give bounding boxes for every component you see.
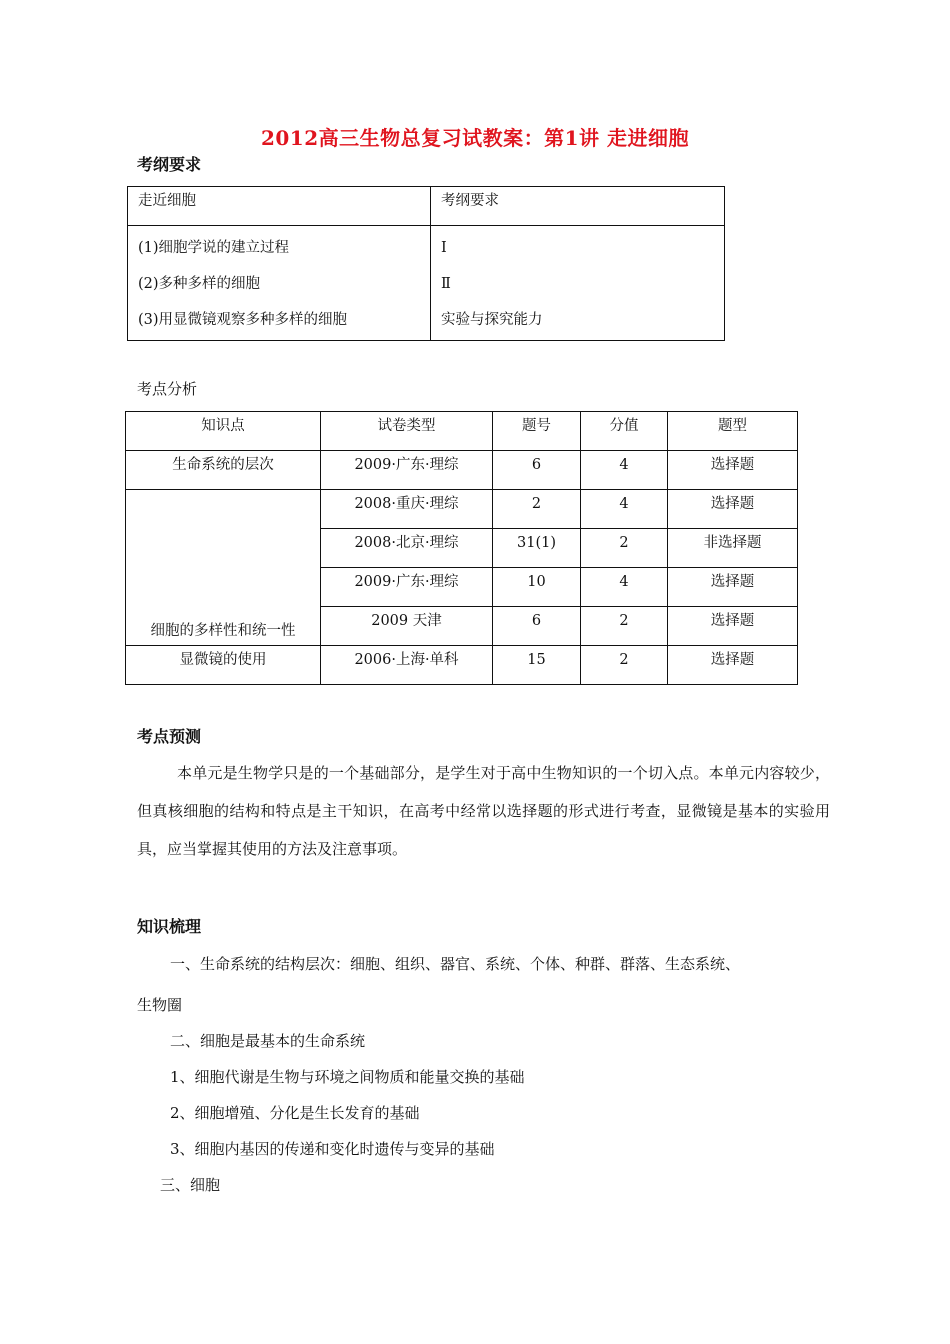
table-row [126, 451, 798, 490]
table-row [128, 226, 725, 341]
analysis-table [125, 411, 798, 685]
header-cell: 考纲要求 [431, 187, 725, 226]
header-cell: 分值 [581, 412, 668, 451]
syllabus-items-cell [128, 226, 431, 341]
syllabus-table [127, 186, 725, 341]
syllabus-level: Ⅰ [441, 240, 447, 256]
knowledge-line: 三、细胞 [160, 1176, 221, 1194]
topic-cell-merged: 细胞的多样性和统一性 [126, 490, 321, 646]
section-heading-syllabus: 考纲要求 [137, 155, 202, 174]
topic-cell: 显微镜的使用 [126, 646, 321, 685]
syllabus-item: (3)用显微镜观察多种多样的细胞 [138, 312, 348, 328]
number-cell: 10 [493, 568, 581, 607]
type-cell: 选择题 [668, 607, 798, 646]
header-cell: 走近细胞 [128, 187, 431, 226]
number-cell: 6 [493, 451, 581, 490]
type-cell: 非选择题 [668, 529, 798, 568]
knowledge-line: 2、细胞增殖、分化是生长发育的基础 [170, 1104, 420, 1122]
table-row [126, 646, 798, 685]
paper-cell: 2008·北京·理综 [321, 529, 493, 568]
syllabus-item: (2)多种多样的细胞 [138, 276, 261, 292]
score-cell: 2 [581, 529, 668, 568]
document-title: 2012高三生物总复习试教案：第1讲 走进细胞 [260, 126, 690, 150]
number-cell: 6 [493, 607, 581, 646]
score-cell: 4 [581, 568, 668, 607]
table-row [126, 490, 798, 529]
section-heading-forecast: 考点预测 [137, 727, 202, 746]
number-cell: 31(1) [493, 529, 581, 568]
header-cell: 知识点 [126, 412, 321, 451]
score-cell: 2 [581, 646, 668, 685]
type-cell: 选择题 [668, 490, 798, 529]
score-cell: 2 [581, 607, 668, 646]
knowledge-line: 生物圈 [137, 996, 183, 1014]
section-heading-analysis: 考点分析 [137, 380, 198, 398]
section-heading-knowledge: 知识梳理 [137, 917, 202, 936]
paper-cell: 2006·上海·单科 [321, 646, 493, 685]
score-cell: 4 [581, 490, 668, 529]
header-cell: 题号 [493, 412, 581, 451]
table-header-row [128, 187, 725, 226]
score-cell: 4 [581, 451, 668, 490]
knowledge-line: 一、生命系统的结构层次：细胞、组织、器官、系统、个体、种群、群落、生态系统、 [170, 955, 741, 973]
paper-cell: 2009 天津 [321, 607, 493, 646]
syllabus-level: Ⅱ [441, 276, 451, 292]
header-cell: 题型 [668, 412, 798, 451]
syllabus-levels-cell [431, 226, 725, 341]
paper-cell: 2009·广东·理综 [321, 451, 493, 490]
number-cell: 2 [493, 490, 581, 529]
forecast-paragraph: 本单元是生物学只是的一个基础部分，是学生对于高中生物知识的一个切入点。本单元内容较少，但真核细胞的结构和特点是主干知识，在高考中经常以选择题的形式进行考查，显微镜是基本的实验用具，应当掌握其使用的方法及注意事项。 [137, 764, 830, 858]
knowledge-line: 二、细胞是最基本的生命系统 [170, 1032, 366, 1050]
type-cell: 选择题 [668, 451, 798, 490]
header-cell: 试卷类型 [321, 412, 493, 451]
type-cell: 选择题 [668, 646, 798, 685]
knowledge-line: 3、细胞内基因的传递和变化时遗传与变异的基础 [170, 1140, 495, 1158]
number-cell: 15 [493, 646, 581, 685]
syllabus-item: (1)细胞学说的建立过程 [138, 240, 290, 256]
type-cell: 选择题 [668, 568, 798, 607]
table-header-row [126, 412, 798, 451]
topic-cell: 生命系统的层次 [126, 451, 321, 490]
paper-cell: 2009·广东·理综 [321, 568, 493, 607]
syllabus-level: 实验与探究能力 [441, 312, 543, 328]
paper-cell: 2008·重庆·理综 [321, 490, 493, 529]
knowledge-line: 1、细胞代谢是生物与环境之间物质和能量交换的基础 [170, 1068, 525, 1086]
